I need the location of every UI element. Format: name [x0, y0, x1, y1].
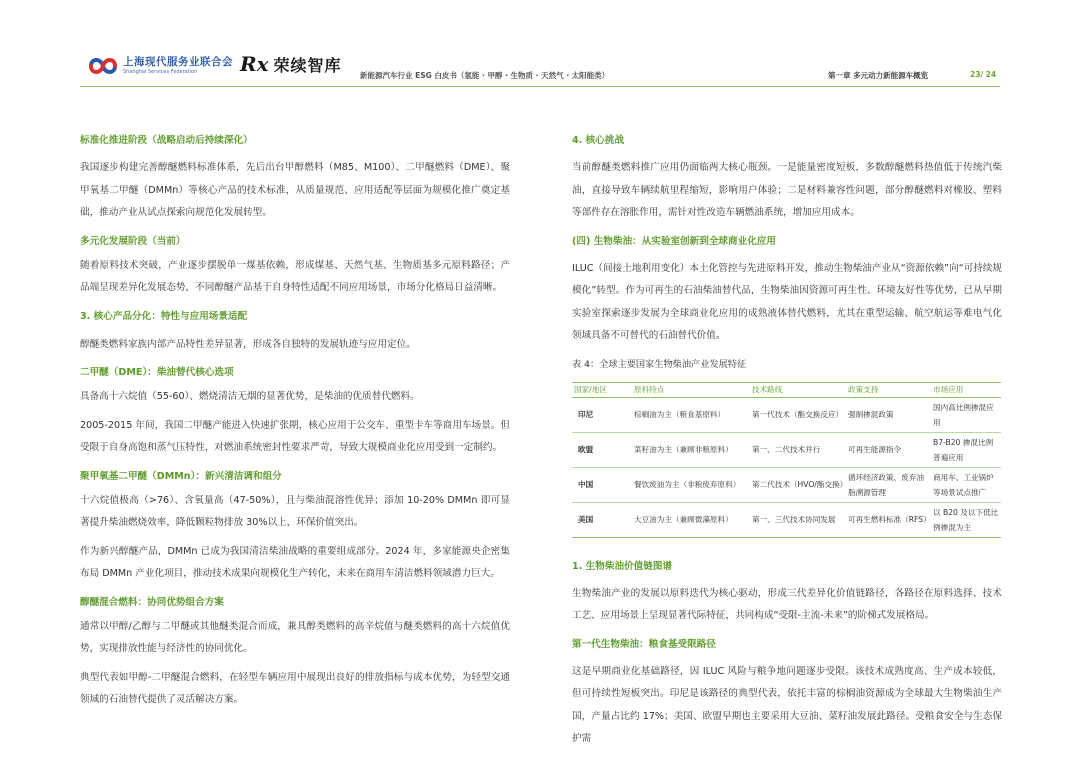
- paragraph: 这是早期商业化基础路径，因 ILUC 风险与粮争地问题逐步受限。该技术成熟度高、生产成本较低，但可持续性短板突出。印尼是该路径的典型代表，依托丰富的棕榈油资源成为全球最大生物柴油生产国，产量占比约 17%；美国、欧盟早期也主要采用大豆油、菜籽油发展此路径。受粮食安全与生态保护需: [572, 665, 1002, 744]
- paragraph: 生物柴油产业的发展以原料迭代为核心驱动，形成三代差异化价值链路径，各路径在原料选择、技术工艺、应用场景上呈现显著代际特征，共同构成“受限-主流-未来”的阶梯式发展格局。: [572, 587, 1002, 621]
- table-cell: 商用车、工业锅炉等场景试点推广: [931, 467, 1001, 502]
- table-header-cell: 原料特点: [632, 382, 750, 397]
- paragraph: 2005-2015 年间，我国二甲醚产能进入快速扩张期，核心应用于公交车、重型卡车等商用车场景。但受限于自身高饱和蒸气压特性，对燃油系统密封性要求严苛，导致大规模商业化应用受到一定制约。: [80, 419, 510, 453]
- paragraph: ILUC（间接土地利用变化）本土化管控与先进原料开发，推动生物柴油产业从“资源依赖”向“可持续规模化”转型。作为可再生的石油柴油替代品，生物柴油因资源可再生性、环境友好性等优势，已从早期实验室探索逐步发展为全球商业化应用的成熟液体替代燃料，尤其在重型运输、航空航运等难电气化领域具备不可替代的石油替代价值。: [572, 262, 1002, 341]
- table-cell: 印尼: [572, 397, 632, 432]
- table-cell: 大豆油为主（兼顾微藻原料）: [632, 502, 750, 537]
- table-cell: 以 B20 及以下低比例掺混为主: [931, 502, 1001, 537]
- table-cell: 中国: [572, 467, 632, 502]
- table-cell: 欧盟: [572, 432, 632, 467]
- section-heading: 4. 核心挑战: [572, 135, 625, 146]
- rongxu-logo-mark: Rx: [240, 52, 269, 76]
- paragraph: 具备高十六烷值（55-60）、燃烧清洁无烟的显著优势，是柴油的优质替代燃料。: [80, 391, 420, 402]
- right-column: [572, 134, 1002, 751]
- ssf-logo-en: Shanghai Services Federation: [123, 69, 198, 75]
- paragraph: 通常以甲醇/乙醇与二甲醚或其他醚类混合而成，兼具醇类燃料的高辛烷值与醚类燃料的高十六烷值优势，实现排放性能与经济性的协同优化。: [80, 620, 510, 654]
- page-number: 23/ 24: [970, 70, 997, 79]
- section-heading: 标准化推进阶段（战略启动后持续深化）: [80, 135, 253, 146]
- ssf-logo: [88, 54, 233, 78]
- table-cell: 第一、二代技术并行: [750, 432, 846, 467]
- paragraph: 当前醇醚类燃料推广应用仍面临两大核心瓶颈。一是能量密度短板，多数醇醚燃料热值低于传统汽柴油，直接导致车辆续航里程缩短，影响用户体验；二是材料兼容性问题，部分醇醚燃料对橡胶、塑料等部件存在溶胀作用，需针对性改造车辆燃油系统，增加应用成本。: [572, 162, 1002, 218]
- paragraph: 我国逐步构建完善醇醚燃料标准体系，先后出台甲醇燃料（M85、M100）、二甲醚燃料（DME）、聚甲氧基二甲醚（DMMn）等核心产品的技术标准，从质量规范、应用适配等层面为规模化推广奠定基础，推动产业从试点探索向规范化发展转型。: [80, 162, 510, 218]
- rongxu-logo-name: 荣续智库: [273, 55, 342, 75]
- rongxu-logo: [240, 52, 342, 76]
- ssf-logo-icon: [88, 54, 118, 78]
- biodiesel-table: [572, 382, 1001, 538]
- table-cell: 美国: [572, 502, 632, 537]
- page-header: [0, 0, 1080, 100]
- section-heading: (四) 生物柴油：从实验室创新到全球商业化应用: [572, 235, 776, 247]
- section-heading: 二甲醚（DME）：柴油替代核心选项: [80, 367, 234, 378]
- document-title: 新能源汽车行业 ESG 白皮书（氢能 · 甲醇 · 生物质 · 天然气 · 太阳能类）: [360, 71, 610, 80]
- table-header-cell: 技术路线: [750, 382, 846, 397]
- section-heading: 1. 生物柴油价值链图谱: [572, 560, 673, 572]
- table-cell: 第二代技术（HVO/酯交换）: [750, 467, 846, 502]
- table-row: [572, 467, 1001, 502]
- paragraph: 醇醚类燃料家族内部产品特性差异显著，形成各自独特的发展轨迹与应用定位。: [80, 338, 416, 350]
- chapter-title: 第一章 多元动力新能源车概览: [828, 71, 929, 80]
- table-header-cell: 政策支持: [846, 382, 931, 397]
- table-cell: 餐饮废油为主（非粮废弃原料）: [632, 467, 750, 502]
- section-heading: 第一代生物柴油：粮食基受限路径: [572, 638, 716, 650]
- table-header-cell: 国家/地区: [572, 382, 632, 397]
- table-header-row: [572, 382, 1001, 397]
- section-heading: 多元化发展阶段（当前）: [80, 235, 186, 247]
- table-cell: 菜籽油为主（兼顾非粮原料）: [632, 432, 750, 467]
- paragraph: 随着原料技术突破，产业逐步摆脱单一煤基依赖，形成煤基、天然气基、生物质基多元原料路径；产品端呈现差异化发展态势，不同醇醚产品基于自身特性适配不同应用场景，市场分化格局日益清晰。: [80, 259, 510, 293]
- table-cell: 棕榈油为主（粮食基原料）: [632, 397, 750, 432]
- table-row: [572, 397, 1001, 432]
- header-divider: [80, 86, 1000, 87]
- section-heading: 3. 核心产品分化：特性与应用场景适配: [80, 310, 248, 322]
- table-cell: 可再生能源指令: [846, 432, 931, 467]
- table-cell: 循环经济政策、废弃油脂溯源管理: [846, 467, 931, 502]
- table-cell: B7-B20 掺混比例普遍应用: [931, 432, 1001, 467]
- paragraph: 典型代表如甲醇-二甲醚混合燃料，在轻型车辆应用中展现出良好的排放指标与成本优势，为轻型交通领域的石油替代提供了灵活解决方案。: [80, 671, 510, 705]
- table-cell: 国内高比例掺混应用: [931, 397, 1001, 432]
- paragraph: 作为新兴醇醚产品，DMMn 已成为我国清洁柴油战略的重要组成部分。2024 年，多家能源央企密集布局 DMMn 产业化项目，推动技术成果向规模化生产转化，未来在商用车清洁燃料领域潜力巨大。: [80, 545, 510, 579]
- table-cell: 第一、三代技术协同发展: [750, 502, 846, 537]
- table-cell: 第一代技术（酯交换反应）: [750, 397, 846, 432]
- table-cell: 可再生燃料标准（RFS）: [846, 502, 931, 537]
- table-header-cell: 市场应用: [931, 382, 1001, 397]
- paragraph: 十六烷值极高（>76）、含氧量高（47-50%），且与柴油混溶性优异；添加 10-20% DMMn 即可显著提升柴油燃烧效率，降低颗粒物排放 30%以上，环保价值突出。: [80, 494, 510, 528]
- table-cell: 强制掺混政策: [846, 397, 931, 432]
- section-heading: 聚甲氧基二甲醚（DMMn）：新兴清洁调和组分: [80, 470, 282, 482]
- table-row: [572, 432, 1001, 467]
- ssf-logo-cn: 上海现代服务业联合会: [123, 56, 233, 68]
- section-heading: 醇醚混合燃料：协同优势组合方案: [80, 596, 224, 608]
- table-row: [572, 502, 1001, 537]
- table-caption: 表 4：全球主要国家生物柴油产业发展特征: [572, 358, 747, 370]
- left-column: [80, 134, 510, 712]
